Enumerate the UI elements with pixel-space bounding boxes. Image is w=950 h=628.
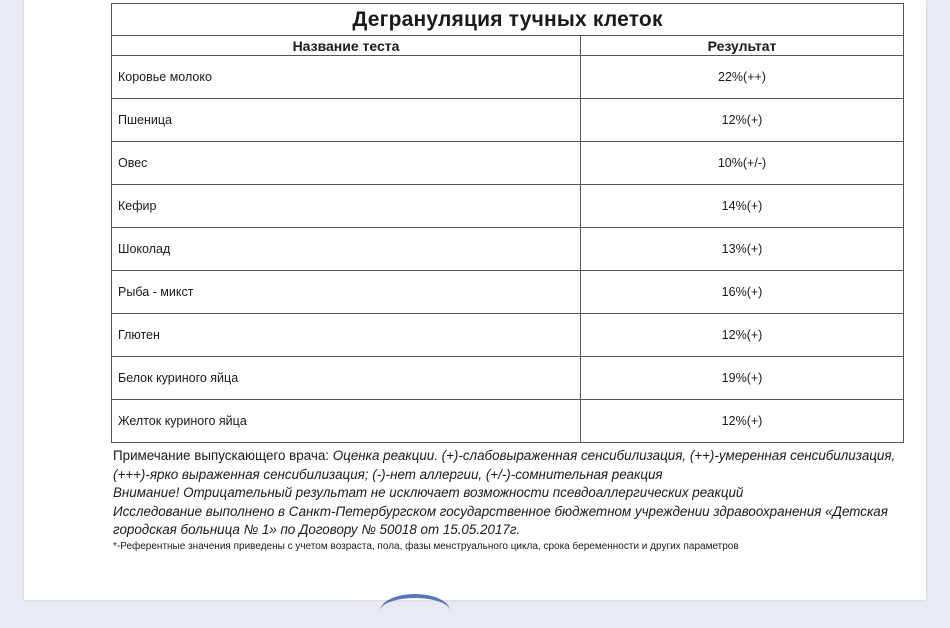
table-body (112, 56, 904, 443)
notes-assessment: Оценка реакции. (+)-слабовыраженная сенсибилизация, (++)-умеренная сенсибилизация, (+++)-ярко выраженная сенсибилизация; (-)-нет аллергии, (+/-)-сомнительная реакция (113, 448, 896, 482)
notes-institution: Исследование выполнено в Санкт-Петербургском государственное бюджетном учреждении здравоохранения «Детская городская больница № 1» по Договору № 50018 от 15.05.2017г. (113, 503, 888, 537)
notes-warning: Внимание! Отрицательный результат не исключает возможности псевдоаллергических реакций (113, 485, 744, 500)
test-result-cell: 12%(+) (581, 314, 904, 357)
notes-lead: Примечание выпускающего врача: (113, 448, 330, 463)
table-row (112, 142, 904, 185)
test-name-cell: Глютен (112, 314, 581, 357)
test-name-cell: Желток куриного яйца (112, 400, 581, 443)
test-result-cell: 10%(+/-) (581, 142, 904, 185)
table-row (112, 357, 904, 400)
table-row (112, 228, 904, 271)
test-name-cell: Пшеница (112, 99, 581, 142)
table-row (112, 271, 904, 314)
table-row (112, 314, 904, 357)
test-result-cell: 13%(+) (581, 228, 904, 271)
table-title: Дегрануляция тучных клеток (112, 4, 904, 36)
table-row (112, 400, 904, 443)
column-header-result: Результат (581, 36, 904, 56)
table-row (112, 185, 904, 228)
test-name-cell: Коровье молоко (112, 56, 581, 99)
doctor-notes (113, 447, 903, 540)
test-result-cell: 19%(+) (581, 357, 904, 400)
test-name-cell: Кефир (112, 185, 581, 228)
test-result-cell: 12%(+) (581, 99, 904, 142)
test-result-cell: 12%(+) (581, 400, 904, 443)
column-header-name: Название теста (112, 36, 581, 56)
stamp-seal (380, 594, 450, 628)
test-name-cell: Белок куриного яйца (112, 357, 581, 400)
table-row (112, 99, 904, 142)
footnote: *-Референтные значения приведены с учетом возраста, пола, фазы менструального цикла, срока беременности и других параметров (113, 541, 739, 552)
test-result-cell: 14%(+) (581, 185, 904, 228)
results-table (111, 3, 904, 443)
table-row (112, 56, 904, 99)
test-name-cell: Овес (112, 142, 581, 185)
test-result-cell: 22%(++) (581, 56, 904, 99)
test-result-cell: 16%(+) (581, 271, 904, 314)
test-name-cell: Шоколад (112, 228, 581, 271)
test-name-cell: Рыба - микст (112, 271, 581, 314)
